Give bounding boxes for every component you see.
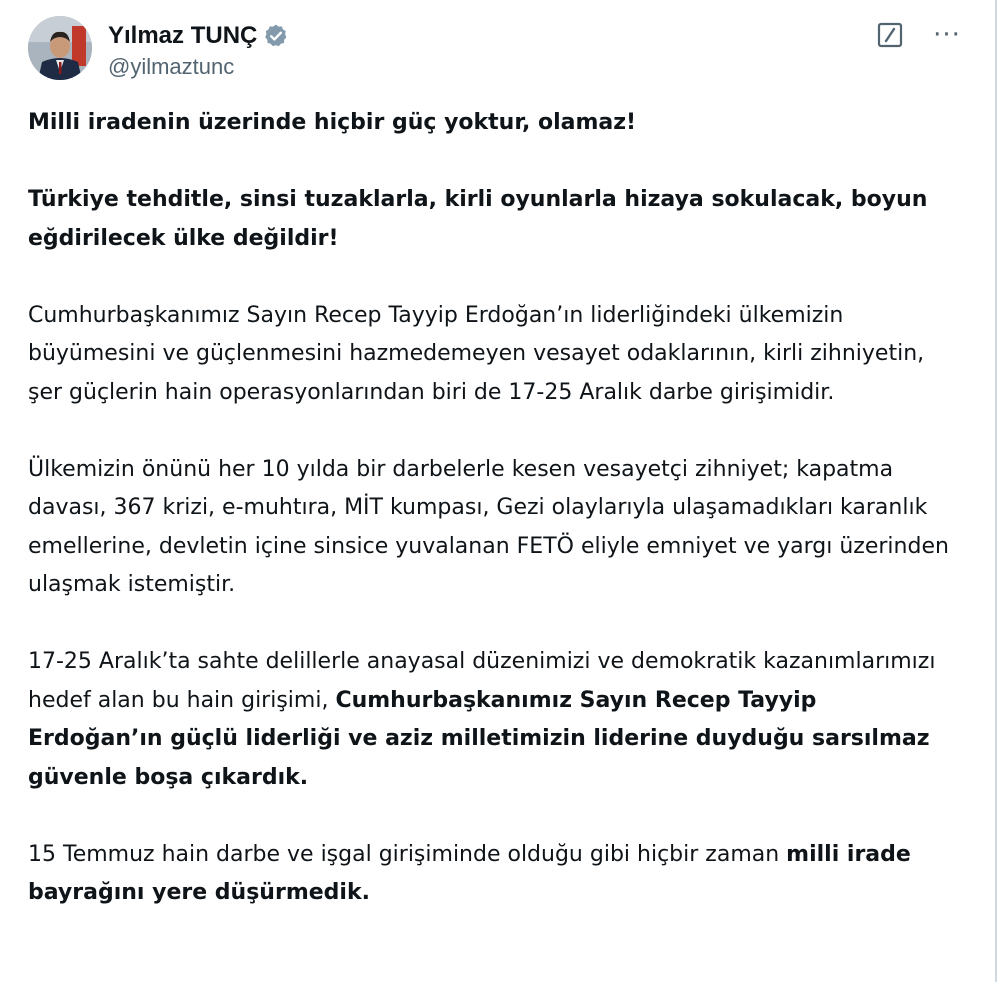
post-paragraph-4: Ülkemizin önünü her 10 yılda bir darbelerle kesen vesayetçi zihniyet; kapatma davası, 367 krizi, e-muhtıra, MİT kumpası, Gezi olaylarıyla ulaşamadıkları karanlık emellerine, devletin içine sinsice yuvalanan FETÖ eliyle emniyet ve yargı üzerinden ulaşmak istemiştir. bbox=[28, 456, 949, 597]
post-text bbox=[28, 104, 958, 951]
post-header bbox=[28, 12, 965, 84]
post-paragraph-5 bbox=[28, 643, 958, 797]
author-display-name[interactable]: Yılmaz TUNÇ bbox=[108, 22, 258, 49]
more-options-button[interactable]: ··· bbox=[933, 20, 961, 50]
post-paragraph-5-bold: Cumhurbaşkanımız Sayın Recep Tayyip Erdoğan’ın güçlü liderliği ve aziz milletimizin liderine duyduğu sarsılmaz güvenle boşa çıkardık. bbox=[28, 687, 930, 790]
author-handle[interactable]: @yilmaztunc bbox=[108, 54, 235, 79]
post-paragraph-5-regular: 17-25 Aralık’ta sahte delillerle anayasal düzenimizi ve demokratik kazanımlarımızı hedef alan bu hain girişimi, bbox=[28, 649, 936, 713]
post-paragraph-1: Milli iradenin üzerinde hiçbir güç yoktur, olamaz! bbox=[28, 110, 637, 135]
post-paragraph-6 bbox=[28, 836, 958, 913]
verified-badge-icon bbox=[263, 23, 289, 49]
post-paragraph-3: Cumhurbaşkanımız Sayın Recep Tayyip Erdoğan’ın liderliğindeki ülkemizin büyümesini ve güçlenmesini hazmedemeyen vesayet odaklarının, kirli zihniyetin, şer güçlerin hain operasyonlarından biri de 17-25 Aralık darbe girişimidir. bbox=[28, 302, 925, 405]
post-paragraph-6-regular: 15 Temmuz hain darbe ve işgal girişiminde olduğu gibi hiçbir zaman bbox=[28, 841, 787, 867]
grok-icon[interactable] bbox=[877, 22, 903, 48]
post-paragraph-2: Türkiye tehditle, sinsi tuzaklarla, kirli oyunlarla hizaya sokulacak, boyun eğdirilecek ülke değildir! bbox=[28, 187, 928, 251]
author-name-row bbox=[108, 22, 289, 50]
avatar[interactable] bbox=[28, 16, 92, 80]
post-paragraph-6-bold: milli irade bayrağını yere düşürmedik. bbox=[28, 841, 911, 905]
